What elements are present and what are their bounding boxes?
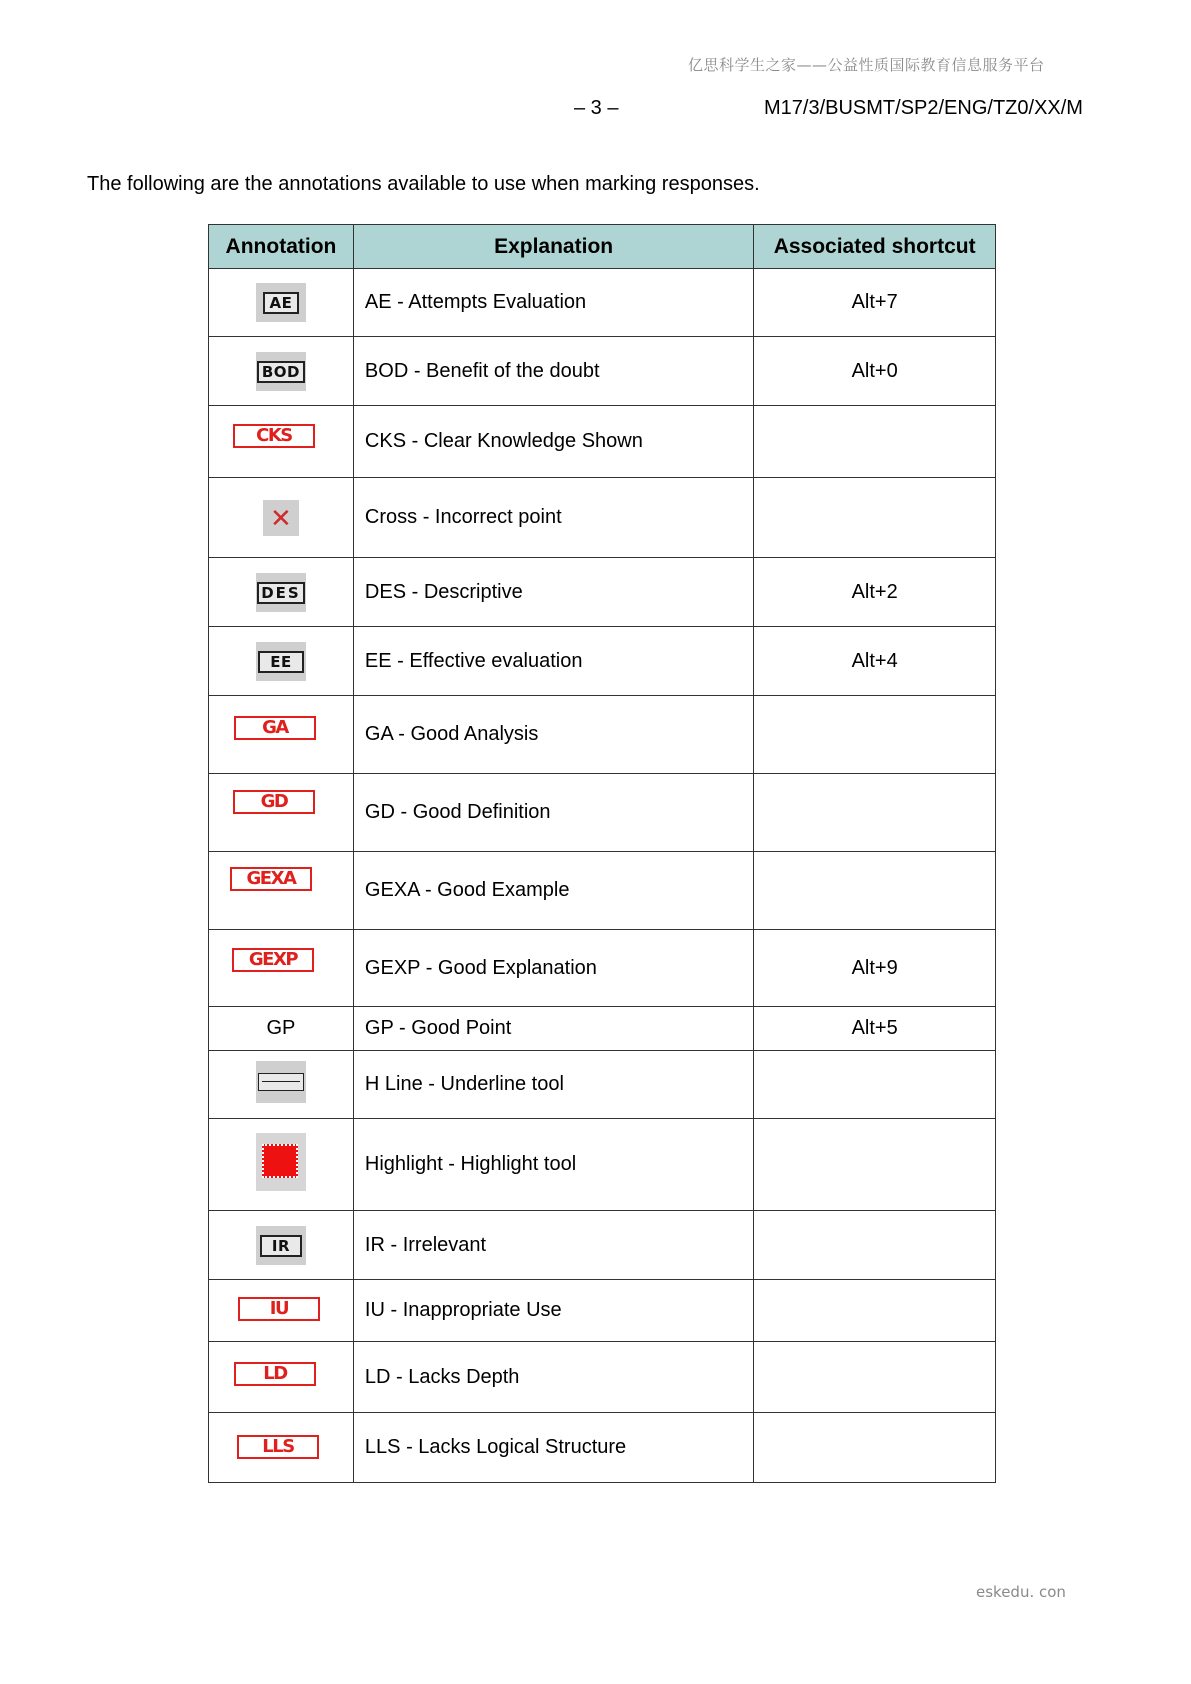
explanation-cell: GP - Good Point [353,1007,753,1051]
table-row [209,1007,996,1051]
top-watermark: 亿思科学生之家——公益性质国际教育信息服务平台 [688,56,1045,74]
annotation-cell [209,930,354,1007]
explanation-cell: Highlight - Highlight tool [353,1119,753,1211]
gexp-icon: GEXP [232,948,314,972]
table-row [209,1051,996,1119]
table-row [209,1413,996,1483]
des-icon [256,573,306,612]
explanation-cell: LD - Lacks Depth [353,1342,753,1413]
ir-icon [256,1226,306,1265]
explanation-cell: IU - Inappropriate Use [353,1280,753,1342]
table-row [209,627,996,696]
table-row [209,337,996,406]
cross-icon: ✕ [263,500,299,536]
shortcut-cell: Alt+5 [754,1007,996,1051]
table-row [209,1342,996,1413]
annotation-cell [209,1342,354,1413]
annotation-cell [209,852,354,930]
annotation-cell [209,1119,354,1211]
lls-icon: LLS [237,1435,319,1459]
icon-label: AE [263,292,300,314]
shortcut-cell: Alt+2 [754,558,996,627]
icon-label: IR [260,1235,302,1257]
ae-icon [256,283,306,322]
explanation-cell: AE - Attempts Evaluation [353,269,753,337]
icon-label: DES [257,582,305,604]
annotation-cell [209,478,354,558]
annotation-cell [209,406,354,478]
explanation-cell: CKS - Clear Knowledge Shown [353,406,753,478]
shortcut-cell: Alt+4 [754,627,996,696]
icon-label: EE [258,651,304,673]
iu-icon: IU [238,1297,320,1321]
explanation-cell: H Line - Underline tool [353,1051,753,1119]
gd-icon: GD [233,790,315,814]
explanation-cell: DES - Descriptive [353,558,753,627]
table-row [209,1119,996,1211]
shortcut-cell [754,852,996,930]
table-row [209,696,996,774]
explanation-cell: GA - Good Analysis [353,696,753,774]
bottom-watermark: eskedu. con [976,1583,1066,1601]
annotation-cell [209,627,354,696]
table-row [209,478,996,558]
table-row [209,558,996,627]
explanation-cell: GEXP - Good Explanation [353,930,753,1007]
header-shortcut: Associated shortcut [754,225,996,269]
annotation-cell [209,1413,354,1483]
explanation-cell: IR - Irrelevant [353,1211,753,1280]
annotation-cell [209,558,354,627]
icon-label: BOD [257,361,305,383]
table-row [209,1211,996,1280]
intro-text: The following are the annotations available to use when marking responses. [87,173,760,195]
table-row [209,1280,996,1342]
shortcut-cell [754,406,996,478]
shortcut-cell: Alt+0 [754,337,996,406]
shortcut-cell: Alt+7 [754,269,996,337]
annotation-cell: GP [209,1007,354,1051]
page-number: – 3 – [574,97,619,119]
cks-icon: CKS [233,424,315,448]
table-row [209,852,996,930]
explanation-cell: Cross - Incorrect point [353,478,753,558]
explanation-cell: BOD - Benefit of the doubt [353,337,753,406]
shortcut-cell [754,1051,996,1119]
annotation-cell [209,1051,354,1119]
annotation-cell [209,1211,354,1280]
ld-icon: LD [234,1362,316,1386]
shortcut-cell [754,478,996,558]
gexa-icon: GEXA [230,867,312,891]
table-row [209,406,996,478]
shortcut-cell: Alt+9 [754,930,996,1007]
shortcut-cell [754,1342,996,1413]
shortcut-cell [754,1119,996,1211]
annotation-cell [209,774,354,852]
ga-icon: GA [234,716,316,740]
ee-icon [256,642,306,681]
explanation-cell: EE - Effective evaluation [353,627,753,696]
annotation-cell [209,1280,354,1342]
explanation-cell: GEXA - Good Example [353,852,753,930]
shortcut-cell [754,1280,996,1342]
header-annotation: Annotation [209,225,354,269]
annotation-cell [209,337,354,406]
bod-icon [256,352,306,391]
shortcut-cell [754,774,996,852]
annotations-table [208,224,996,1483]
explanation-cell: GD - Good Definition [353,774,753,852]
table-row [209,774,996,852]
table-header-row [209,225,996,269]
shortcut-cell [754,1413,996,1483]
document-code: M17/3/BUSMT/SP2/ENG/TZ0/XX/M [764,97,1083,119]
table-row [209,930,996,1007]
explanation-cell: LLS - Lacks Logical Structure [353,1413,753,1483]
underline-icon [256,1061,306,1103]
annotation-cell [209,696,354,774]
annotation-cell [209,269,354,337]
shortcut-cell [754,1211,996,1280]
highlight-icon [256,1133,306,1191]
shortcut-cell [754,696,996,774]
header-explanation: Explanation [353,225,753,269]
table-row [209,269,996,337]
